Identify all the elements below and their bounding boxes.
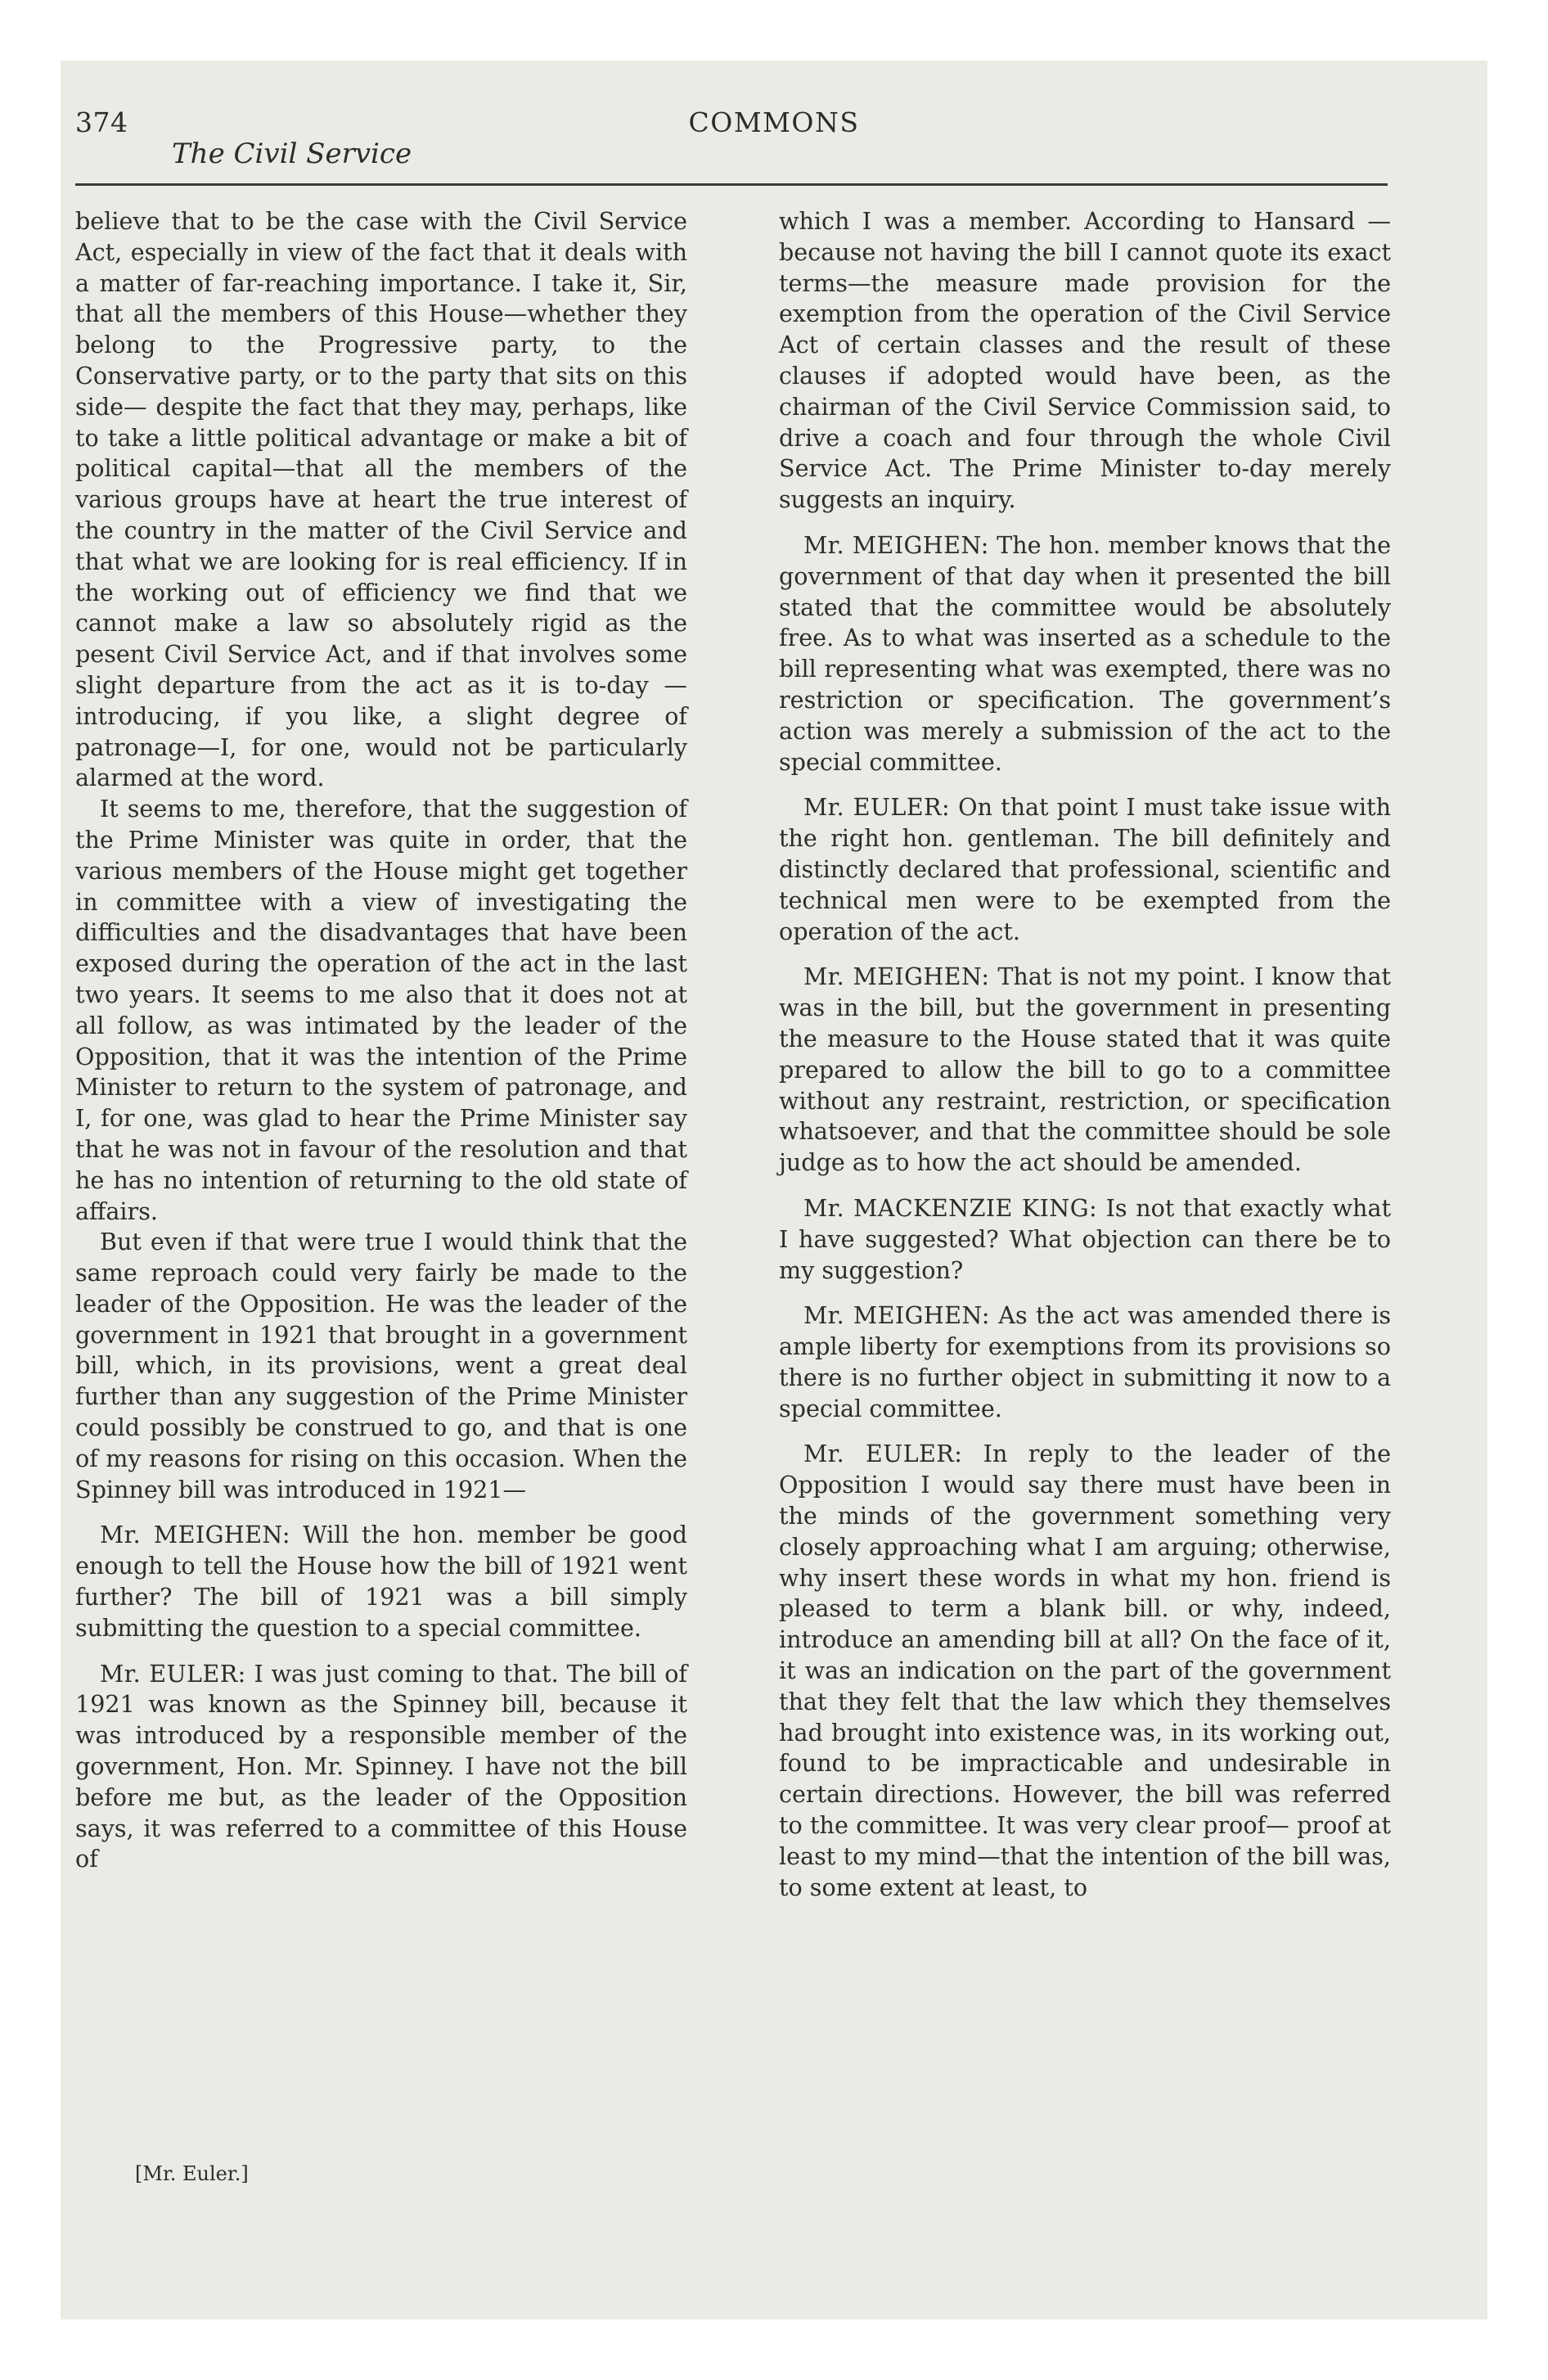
speech-paragraph xyxy=(75,1520,687,1643)
page-number: 374 xyxy=(75,106,128,138)
running-subject: The Civil Service xyxy=(172,137,412,170)
speech-text: Will the hon. member be good enough to tell the House how the bill of 1921 went further? The bill of 1921 was a bill simply submitting the question to a special committee. xyxy=(75,1521,688,1642)
speech-text: In reply to the leader of the Opposition I would say there must have been in the minds of the government something very closely approaching what I am arguing; otherwise, why insert these words in what my hon. friend is pleased to term a blank bill. or why, indeed, introduce an amending bill at all? On the face of it, it was an indication on the part of the government that they felt that the law which they themselves had brought into existence was, in its working out, found to be impracticable and undesirable in certain directions. However, the bill was referred to the committee. It was very clear proof— proof at least to my mind—that the intention of the bill was, to some extent at least, to xyxy=(779,1440,1392,1901)
header-rule xyxy=(75,183,1388,186)
right-column xyxy=(779,206,1391,1903)
section-heading: COMMONS xyxy=(688,106,860,138)
speech-text: Is not that exactly what I have suggested? What objection can there be to my suggestion? xyxy=(779,1193,1392,1284)
paragraph: But even if that were true I would think that the same reproach could very fairly be made to the leader of the Opposition. He was the leader of the government in 1921 that brought in a government bill, which, in its provisions, went a great deal further than any suggestion of the Prime Minister could possibly be construed to go, and that is one of my reasons for rising on this occasion. When the Spinney bill was introduced in 1921— xyxy=(75,1228,687,1503)
speech-text: I was just coming to that. The bill of 1921 was known as the Spinney bill, because it was introduced by a responsible member of the government, Hon. Mr. Spinney. I have not the bill before me but, as the leader of the Opposition says, it was referred to a committee of this House of xyxy=(75,1659,687,1873)
speech-paragraph xyxy=(779,1300,1391,1424)
paragraph: It seems to me, therefore, that the suggestion of the Prime Minister was quite in order, that the various members of the House might get together in committee with a view of investigating the difficulties and the disadvantages that have been exposed during the operation of the act in the last two years. It seems to me also that it does not at all follow, as was intimated by the leader of the Opposition, that it was the intention of the Prime Minister to return to the system of patronage, and I, for one, was glad to hear the Prime Minister say that he was not in favour of the resolution and that he has no intention of returning to the old state of affairs. xyxy=(75,795,687,1225)
speaker-footer-tag: [Mr. Euler.] xyxy=(135,2162,249,2185)
speaker-name: Mr. MEIGHEN: xyxy=(100,1521,290,1549)
speaker-name: Mr. MEIGHEN: xyxy=(803,530,989,559)
paragraph: believe that to be the case with the Civil Service Act, especially in view of the fact that it deals with a matter of far-reaching importance. I take it, Sir, that all the members of this House—whether they belong to the Progressive party, to the Conservative party, or to the party that sits on this side— despite the fact that they may, perhaps, like to take a little political advantage or make a bit of political capital—that all the members of the various groups have at heart the true interest of the country in the matter of the Civil Service and that what we are looking for is real efficiency. If in the working out of efficiency we find that we cannot make a law so absolutely rigid as the pesent Civil Service Act, and if that involves some slight departure from the act as it is to-day —introducing, if you like, a slight degree of patronage—I, for one, would not be particularly alarmed at the word. xyxy=(75,207,687,792)
left-column xyxy=(75,206,687,1875)
speech-text: The hon. member knows that the government of that day when it presented the bill stated that the committee would be absolutely free. As to what was inserted as a schedule to the bill representing what was exempted, there was no restriction or specification. The government’s action was merely a submission of the act to the special committee. xyxy=(779,530,1391,776)
speaker-name: Mr. EULER: xyxy=(803,1440,963,1468)
speech-paragraph xyxy=(779,792,1391,947)
speech-paragraph xyxy=(779,962,1391,1179)
speech-paragraph xyxy=(75,1659,687,1876)
speaker-name: Mr. MACKENZIE KING: xyxy=(803,1193,1097,1222)
speech-text: As the act was amended there is ample liberty for exemptions from its provisions so there is no further object in submitting it now to a special committee. xyxy=(779,1301,1392,1422)
speaker-name: Mr. EULER: xyxy=(100,1659,246,1688)
speech-paragraph xyxy=(779,1193,1391,1286)
speech-text: On that point I must take issue with the right hon. gentleman. The bill definitely and distinctly declared that professional, scientific and technical men were to be exempted from the operation of the act. xyxy=(779,793,1391,945)
paragraph: which I was a member. According to Hansard —because not having the bill I cannot quote its exact terms—the measure made provision for the exemption from the operation of the Civil Service Act of certain classes and the result of these clauses if adopted would have been, as the chairman of the Civil Service Commission said, to drive a coach and four through the whole Civil Service Act. The Prime Minister to-day merely suggests an inquiry. xyxy=(779,207,1391,514)
speech-paragraph xyxy=(779,1439,1391,1903)
speech-paragraph xyxy=(779,530,1391,778)
speech-text: That is not my point. I know that was in the bill, but the government in presenting the measure to the House stated that it was quite prepared to allow the bill to go to a committee without any restraint, restriction, or specification whatsoever, and that the committee should be sole judge as to how the act should be amended. xyxy=(779,962,1392,1177)
speaker-name: Mr. MEIGHEN: xyxy=(803,962,990,991)
speaker-name: Mr. MEIGHEN: xyxy=(803,1301,990,1330)
speaker-name: Mr. EULER: xyxy=(803,793,951,822)
